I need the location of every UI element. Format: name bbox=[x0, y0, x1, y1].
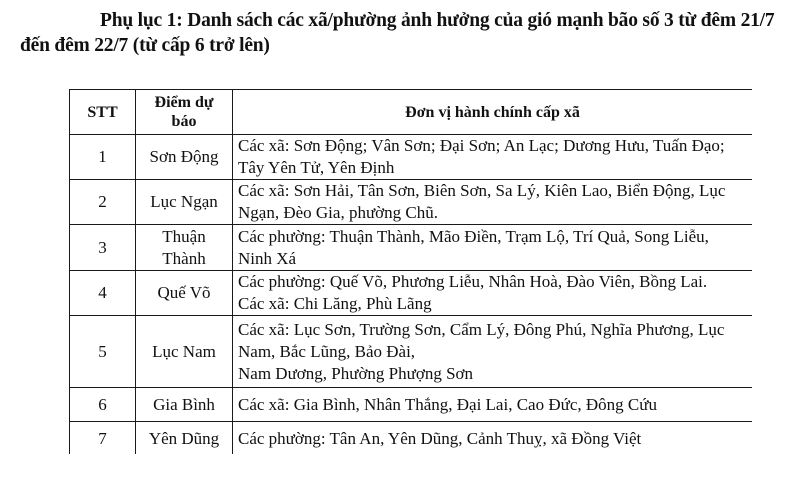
units-text-line: Các phường: Thuận Thành, Mão Điền, Trạm Lộ, Trí Quả, Song Liễu, bbox=[238, 226, 709, 246]
table-row bbox=[70, 271, 753, 316]
row-forecast-point bbox=[136, 316, 233, 388]
row-stt: 2 bbox=[70, 180, 136, 225]
row-admin-units bbox=[233, 316, 753, 388]
units-text-line: Ngạn, Đèo Gia, phường Chũ. bbox=[238, 203, 438, 222]
forecast-point-text: Sơn Động bbox=[149, 147, 219, 166]
units-text-line: Các xã: Sơn Hải, Tân Sơn, Biên Sơn, Sa Lý, Kiên Lao, Biển Động, Lục bbox=[238, 181, 726, 200]
row-admin-units bbox=[233, 135, 753, 180]
affected-wards-table-container bbox=[69, 89, 752, 454]
row-forecast-point bbox=[136, 271, 233, 316]
units-text-line: Nam Dương, Phường Phượng Sơn bbox=[238, 363, 474, 383]
table-row bbox=[70, 388, 753, 422]
units-text-line: Các xã: Gia Bình, Nhân Thắng, Đại Lai, Cao Đức, Đông Cứu bbox=[238, 394, 657, 414]
forecast-point-text: Thuận bbox=[162, 226, 206, 246]
row-forecast-point bbox=[136, 135, 233, 180]
forecast-point-text: Lục Nam bbox=[152, 341, 216, 361]
forecast-point-text: Thành bbox=[162, 248, 206, 268]
forecast-point-text: Gia Bình bbox=[153, 394, 215, 414]
table-row bbox=[70, 316, 753, 388]
row-forecast-point bbox=[136, 225, 233, 271]
header-forecast-point bbox=[136, 90, 233, 135]
row-stt: 3 bbox=[70, 225, 136, 271]
table-row bbox=[70, 422, 753, 455]
units-text-line: Nam, Bắc Lũng, Bảo Đài, bbox=[238, 341, 416, 361]
header-admin-units: Đơn vị hành chính cấp xã bbox=[233, 90, 753, 135]
row-admin-units bbox=[233, 180, 753, 225]
units-text-line: Các xã: Chi Lăng, Phù Lãng bbox=[238, 294, 432, 313]
title-line-2: đến đêm 22/7 (từ cấp 6 trở lên) bbox=[20, 35, 270, 56]
units-text-line: Các phường: Tân An, Yên Dũng, Cảnh Thuỵ, xã Đồng Việt bbox=[238, 429, 642, 448]
header-forecast-point-line-1: Điểm dự bbox=[154, 94, 214, 111]
row-forecast-point bbox=[136, 422, 233, 455]
title-line-1: Phụ lục 1: Danh sách các xã/phường ảnh hưởng của gió mạnh bão số 3 từ đêm 21/7 bbox=[100, 10, 775, 31]
row-admin-units bbox=[233, 388, 753, 422]
row-stt: 7 bbox=[70, 422, 136, 455]
document-title bbox=[20, 8, 780, 58]
forecast-point-text: Yên Dũng bbox=[148, 429, 220, 448]
table-row bbox=[70, 180, 753, 225]
units-text-line: Các xã: Lục Sơn, Trường Sơn, Cẩm Lý, Đông Phú, Nghĩa Phương, Lục bbox=[238, 319, 725, 339]
row-admin-units bbox=[233, 225, 753, 271]
row-admin-units bbox=[233, 422, 753, 455]
row-stt: 4 bbox=[70, 271, 136, 316]
units-text-line: Các phường: Quế Võ, Phương Liễu, Nhân Hoà, Đào Viên, Bồng Lai. bbox=[238, 272, 708, 291]
affected-wards-table bbox=[69, 89, 752, 454]
table-row bbox=[70, 135, 753, 180]
row-admin-units bbox=[233, 271, 753, 316]
header-stt: STT bbox=[70, 90, 136, 135]
forecast-point-text: Lục Ngạn bbox=[150, 192, 218, 211]
row-forecast-point bbox=[136, 388, 233, 422]
forecast-point-text: Quế Võ bbox=[157, 283, 211, 302]
row-forecast-point bbox=[136, 180, 233, 225]
row-stt: 5 bbox=[70, 316, 136, 388]
table-header-row bbox=[70, 90, 753, 135]
table-row bbox=[70, 225, 753, 271]
header-forecast-point-line-2: báo bbox=[171, 113, 197, 130]
units-text-line: Các xã: Sơn Động; Vân Sơn; Đại Sơn; An Lạc; Dương Hưu, Tuấn Đạo; bbox=[238, 136, 725, 155]
row-stt: 6 bbox=[70, 388, 136, 422]
units-text-line: Ninh Xá bbox=[238, 248, 297, 268]
units-text-line: Tây Yên Tử, Yên Định bbox=[238, 158, 395, 177]
row-stt: 1 bbox=[70, 135, 136, 180]
